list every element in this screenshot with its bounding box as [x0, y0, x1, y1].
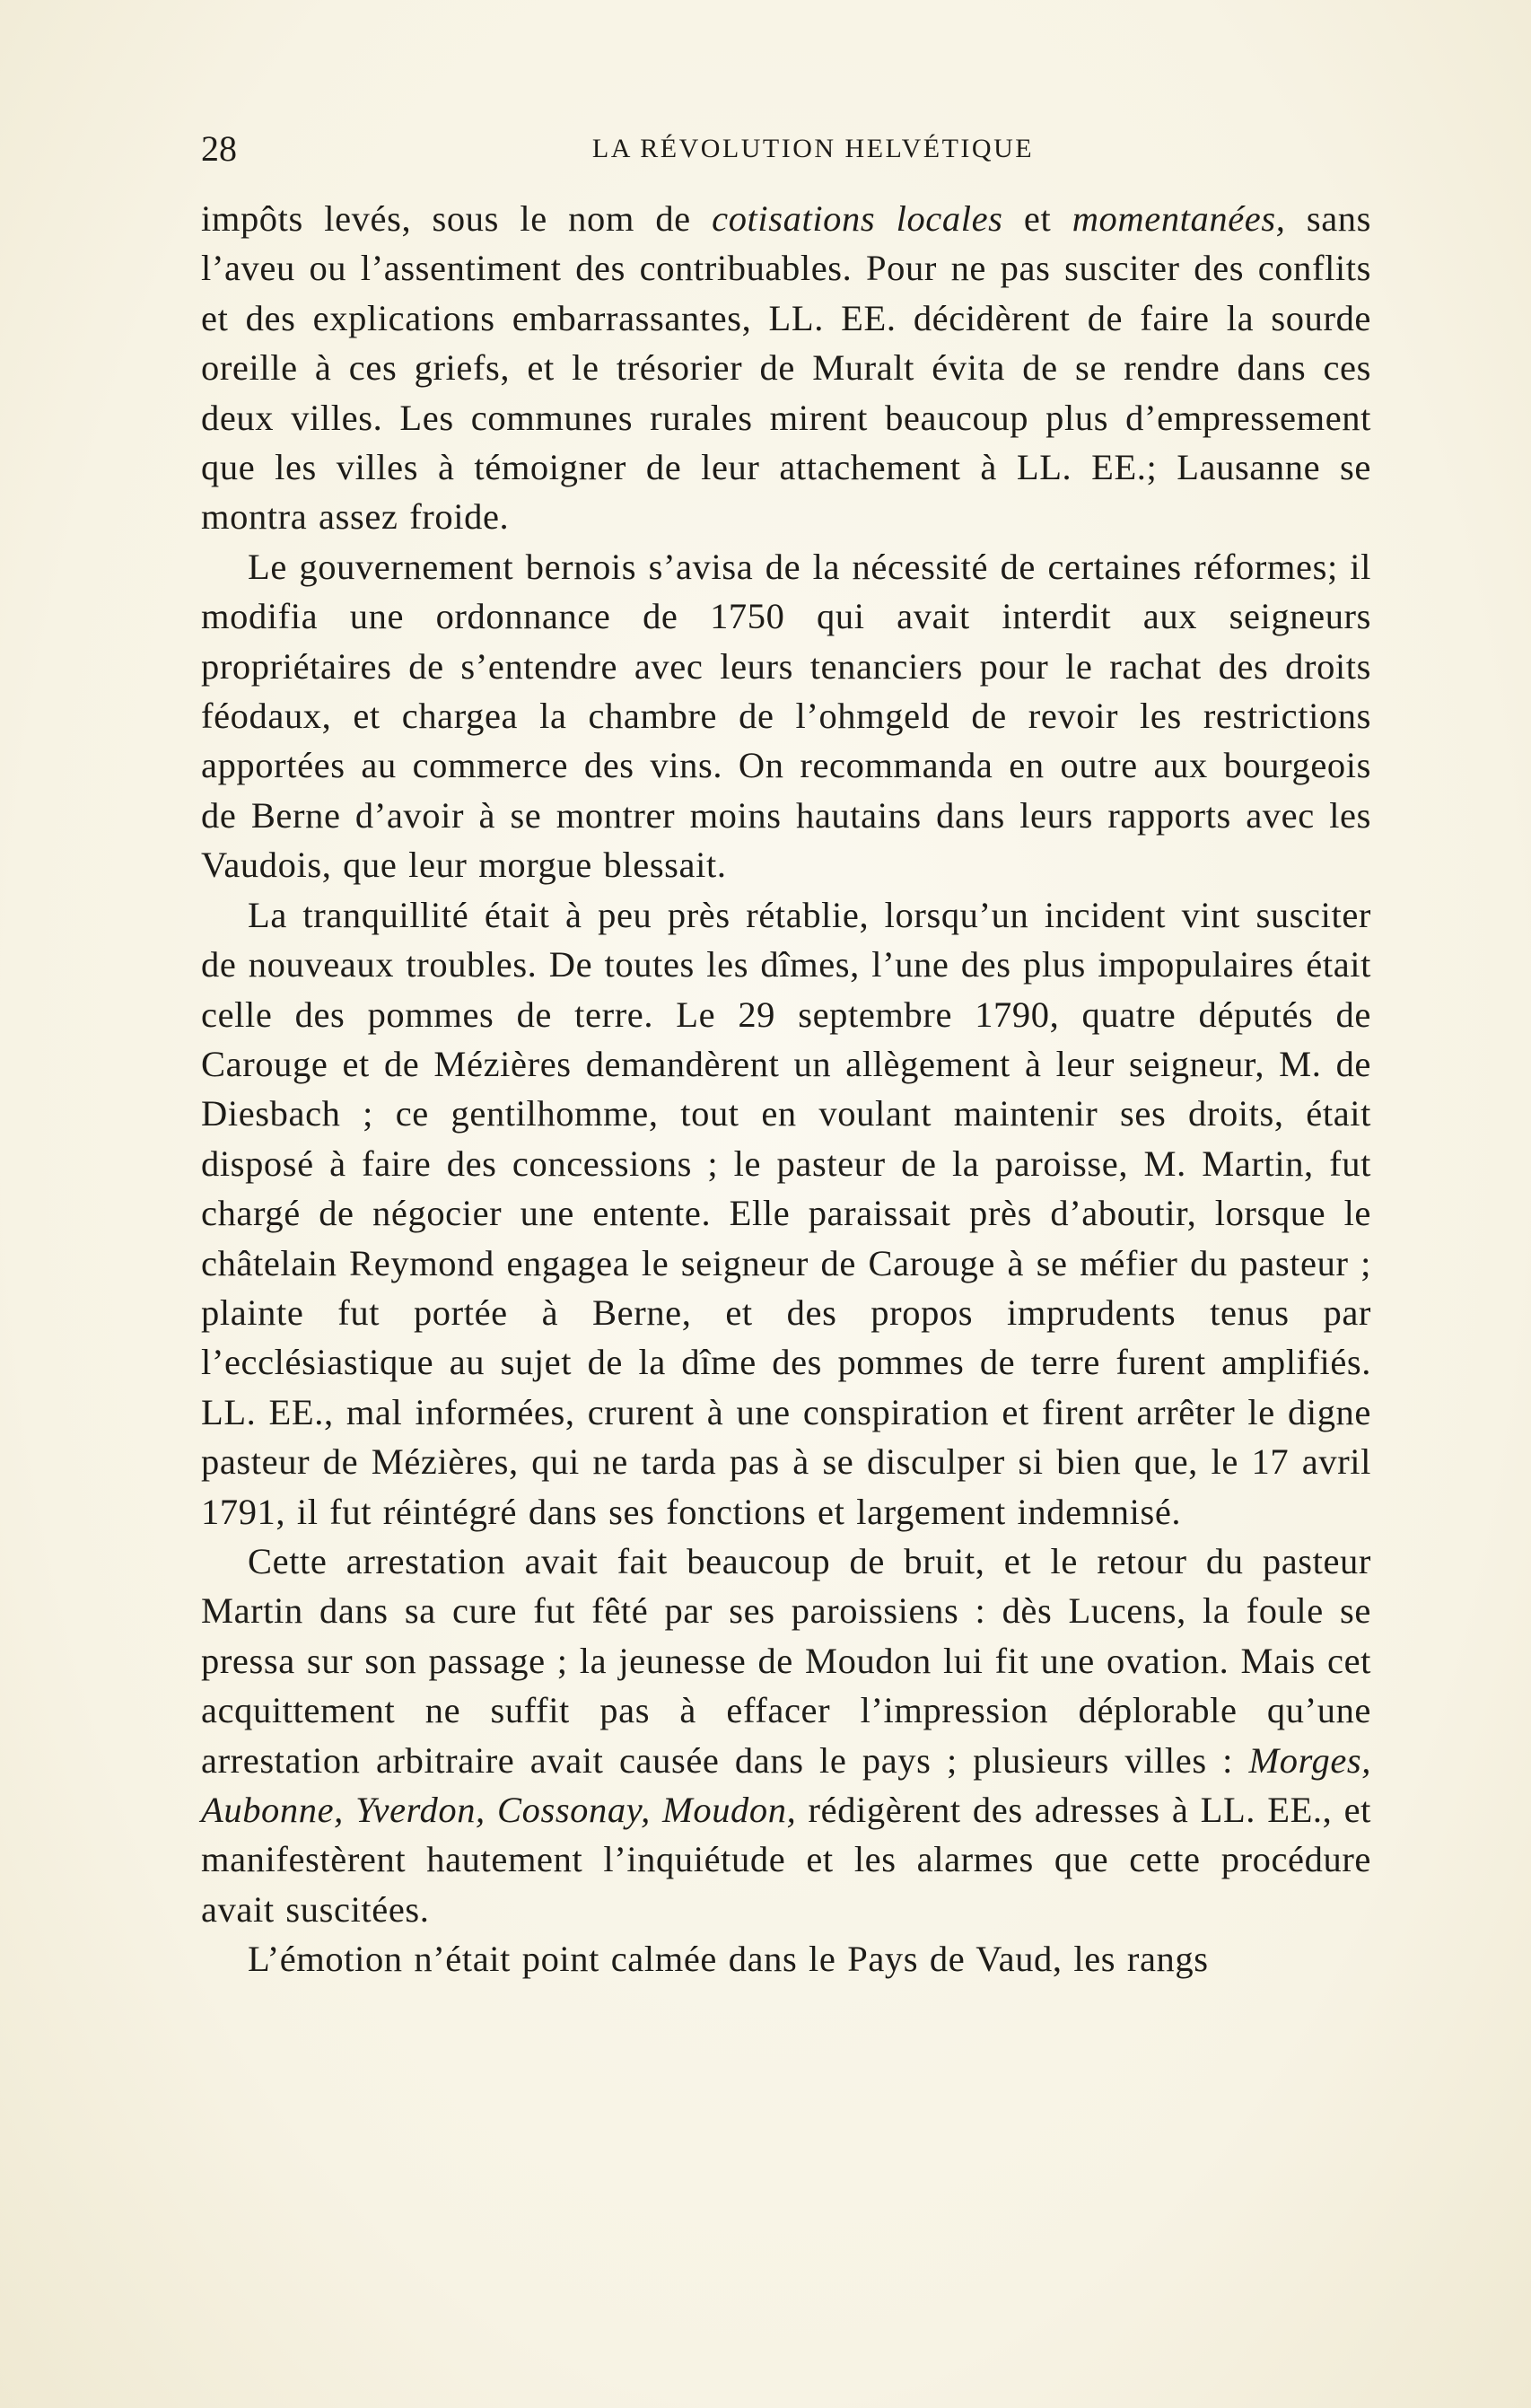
paragraph-2: Le gouvernement bernois s’avisa de la nécessité de certaines réformes; il modifia une ordonnance de 1750 qui avait interdit aux seigneurs propriétaires de s’entendre avec leurs tenanciers pour le rachat des droits féodaux, et chargea la chambre de l’ohmgeld de revoir les restrictions apportées au commerce des vins. On recommanda en outre aux bourgeois de Berne d’avoir à se montrer moins hautains dans leurs rapports avec les Vaudois, que leur morgue blessait.: [201, 546, 1371, 886]
body-text: [201, 194, 1371, 1984]
page-header: [201, 124, 1371, 174]
paragraph-4-text-a: Cette arrestation avait fait beaucoup de bruit, et le retour du pasteur Martin dans sa cure fut fêté par ses paroissiens : dès Lucens, la foule se pressa sur son passage ; la jeunesse de Moudon lui fit une ovation. Mais cet acquittement ne suffit pas à effacer l’impression déplorable qu’une arrestation arbitraire avait causée dans le pays ; plusieurs villes :: [201, 1540, 1371, 1781]
running-title: LA RÉVOLUTION HELVÉTIQUE: [591, 134, 1035, 163]
page-number: 28: [201, 128, 237, 169]
paragraph-1-text-b: et: [1002, 198, 1072, 239]
paragraph-1: [201, 194, 1371, 542]
paragraph-3: La tranquillité était à peu près rétablie, lorsqu’un incident vint susciter de nouveaux troubles. De toutes les dîmes, l’une des plus impopulaires était celle des pommes de terre. Le 29 septembre 1790, quatre députés de Carouge et de Mézières demandèrent un allègement à leur seigneur, M. de Diesbach ; ce gentilhomme, tout en voulant maintenir ses droits, était disposé à faire des concessions ; le pasteur de la paroisse, M. Martin, fut chargé de négocier une entente. Elle paraissait près d’aboutir, lorsque le châtelain Reymond engagea le seigneur de Carouge à se méfier du pasteur ; plainte fut portée à Berne, et des propos imprudents tenus par l’ecclésiastique au sujet de la dîme des pommes de terre furent amplifiés. LL. EE., mal informées, crurent à une conspiration et firent arrêter le digne pasteur de Mézières, qui ne tarda pas à se disculper si bien que, le 17 avril 1791, il fut réintégré dans ses fonctions et largement indemnisé.: [201, 894, 1371, 1532]
paragraph-1-text-c: sans l’aveu ou l’assentiment des contribuables. Pour ne pas susciter des conflits et des explications embarrassantes, LL. EE. décidèrent de faire la sourde oreille à ces griefs, et le trésorier de Muralt évita de se rendre dans ces deux villes. Les communes rurales mirent beaucoup plus d’empressement que les villes à témoigner de leur attachement à LL. EE.; Lausanne se montra assez froide.: [201, 198, 1371, 538]
italic-momentanees: momentanées,: [1072, 198, 1286, 239]
italic-town-names: Morges, Aubonne, Yverdon, Cossonay, Moudon,: [201, 1739, 1371, 1830]
paragraph-1-text-a: impôts levés, sous le nom de: [201, 198, 713, 239]
paragraph-4: [201, 1537, 1371, 1934]
paragraph-5: L’émotion n’était point calmée dans le Pays de Vaud, les rangs: [248, 1939, 1209, 1980]
italic-cotisations-locales: cotisations locales: [712, 198, 1003, 239]
paragraph-4-text-b: rédigèrent des adresses à LL. EE., et manifestèrent hautement l’inquiétude et les alarmes que cette procédure avait suscitées.: [201, 1790, 1371, 1930]
